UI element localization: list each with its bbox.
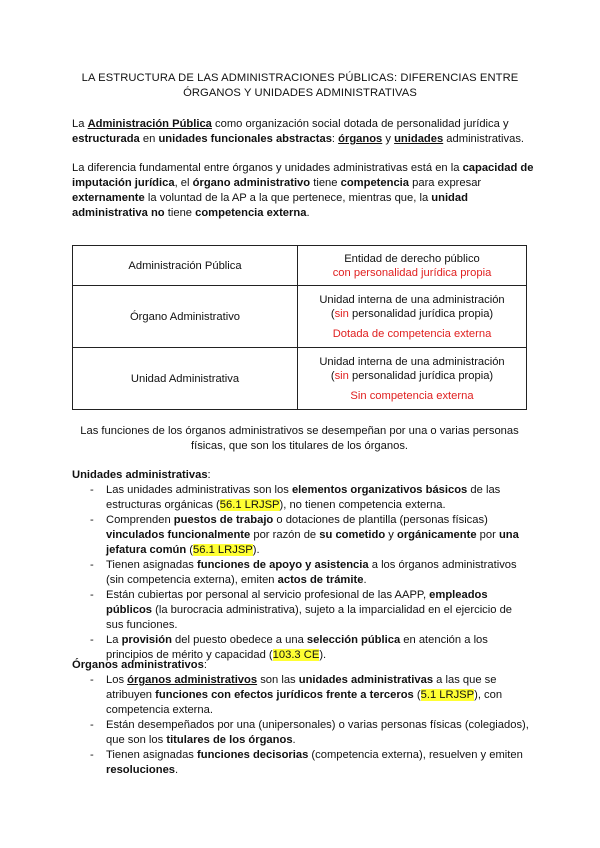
text: por — [476, 529, 499, 541]
text: (competencia externa), resuelven y emiten — [308, 749, 523, 761]
term-unidades: unidades — [394, 133, 444, 145]
text: administrativas. — [443, 133, 525, 145]
bold-text: su cometido — [319, 529, 386, 541]
term-estructurada: estructurada — [72, 133, 140, 145]
title-line-1: LA ESTRUCTURA DE LAS ADMINISTRACIONES PÚBLICAS: DIFERENCIAS ENTRE — [81, 72, 519, 84]
text: la voluntad de la AP a la que pertenece, mientras que, la — [144, 192, 432, 204]
text: y — [385, 529, 397, 541]
bold-text: funciones decisorias — [197, 749, 309, 761]
table-cell: Administración Pública — [73, 246, 298, 286]
bold-text: empleados públicos — [106, 589, 488, 616]
list-item — [72, 483, 532, 513]
list-item — [72, 558, 532, 588]
term-administracion-publica: Administración Pública — [87, 118, 212, 130]
bold-text: titulares de los órganos — [166, 734, 293, 746]
bold-text: una jefatura común — [106, 529, 519, 556]
highlight-reference: 103.3 CE — [272, 649, 320, 661]
text: ). — [252, 544, 260, 556]
bold-text: selección pública — [306, 634, 401, 646]
term-no: no — [150, 207, 165, 219]
term-externamente: externamente — [72, 192, 145, 204]
bold-text: elementos organizativos básicos — [291, 484, 468, 496]
list-item — [72, 748, 532, 778]
intro-paragraph — [72, 117, 534, 147]
text: o dotaciones de plantilla (personas físicas) — [273, 514, 488, 526]
text: tiene — [310, 177, 341, 189]
highlight-reference: 5.1 LRJSP — [420, 689, 475, 701]
text: : — [331, 133, 339, 145]
text: ( — [413, 689, 421, 701]
text: Los — [106, 674, 128, 686]
cell-line-red: con personalidad jurídica propia — [332, 266, 492, 279]
text: . — [306, 207, 310, 219]
dash-bullet: - — [90, 634, 94, 646]
term-competencia-externa: competencia externa — [195, 207, 307, 219]
cell-line: Entidad de derecho público — [344, 252, 480, 265]
heading-text: Órganos administrativos — [72, 659, 204, 671]
bold-text: resoluciones — [106, 764, 176, 776]
text: ). — [319, 649, 327, 661]
text: Tienen asignadas — [106, 559, 198, 571]
bold-underlined-text: órganos administrativos — [127, 674, 258, 686]
text: por razón de — [250, 529, 320, 541]
cell-line: Unidad interna de una administración — [319, 355, 505, 368]
list-item — [72, 513, 532, 558]
text: , el — [174, 177, 193, 189]
table-cell: Unidad Administrativa — [73, 348, 298, 410]
text-red: sin — [334, 369, 349, 382]
text: Tienen asignadas — [106, 749, 198, 761]
title-line-2: ÓRGANOS Y UNIDADES ADMINISTRATIVAS — [183, 87, 417, 99]
text: en atención a los principios de mérito y capacidad ( — [106, 634, 488, 661]
unidades-list — [72, 483, 532, 663]
dash-bullet: - — [90, 749, 94, 761]
text: : — [203, 659, 207, 671]
term-organos: órganos — [338, 133, 383, 145]
dash-bullet: - — [90, 589, 94, 601]
text: a los órganos administrativos (sin competencia externa), emiten — [106, 559, 517, 586]
difference-paragraph — [72, 161, 534, 221]
table-row — [73, 246, 527, 286]
unidades-heading — [72, 468, 211, 483]
bold-text: puestos de trabajo — [173, 514, 274, 526]
table-row — [73, 286, 527, 348]
dash-bullet: - — [90, 514, 94, 526]
comparison-table — [72, 245, 527, 410]
text: son las — [257, 674, 299, 686]
term-competencia: competencia — [340, 177, 410, 189]
text: ( — [330, 369, 335, 382]
text: (la burocracia administrativa), sujeto a la imparcialidad en el ejercicio de sus funciones. — [106, 604, 513, 631]
bold-text: unidades administrativas — [298, 674, 434, 686]
text: Comprenden — [106, 514, 174, 526]
text: ), con competencia externa. — [106, 689, 503, 716]
bold-text: vinculados funcionalmente — [106, 529, 251, 541]
text: tiene — [164, 207, 196, 219]
dash-bullet: - — [90, 719, 94, 731]
text: para expresar — [409, 177, 482, 189]
text: como organización social dotada de personalidad jurídica y — [211, 118, 509, 130]
table-cell — [298, 286, 527, 348]
text: a las que se atribuyen — [106, 674, 497, 701]
dash-bullet: - — [90, 559, 94, 571]
text: . — [292, 734, 296, 746]
text-red: sin — [334, 307, 349, 320]
bold-text: provisión — [121, 634, 172, 646]
functions-note: Las funciones de los órganos administrativos se desempeñan por una o varias personas físicas, que son los titulares de los órganos. — [80, 425, 519, 452]
text: y — [382, 133, 395, 145]
highlight-reference: 56.1 LRJSP — [219, 499, 280, 511]
text: ( — [330, 307, 335, 320]
bold-text: funciones de apoyo y asistencia — [197, 559, 369, 571]
text: La diferencia fundamental entre órganos y unidades administrativas está en la — [72, 162, 463, 174]
list-item — [72, 673, 532, 718]
cell-line: Unidad interna de una administración — [319, 293, 505, 306]
list-item — [72, 588, 532, 633]
dash-bullet: - — [90, 484, 94, 496]
bold-text: funciones con efectos jurídicos frente a terceros — [155, 689, 414, 701]
text: La — [106, 634, 122, 646]
term-organo-administrativo: órgano administrativo — [192, 177, 311, 189]
text: Las unidades administrativas son los — [106, 484, 292, 496]
cell-line-red: Sin competencia externa — [350, 389, 474, 402]
bold-text: actos de trámite — [277, 574, 364, 586]
cell-line — [304, 369, 520, 383]
text: : — [207, 469, 211, 481]
text: ), no tienen competencia externa. — [279, 499, 446, 511]
table-cell — [298, 246, 527, 286]
dash-bullet: - — [90, 674, 94, 686]
highlight-reference: 56.1 LRJSP — [193, 544, 253, 556]
term-unidades-funcionales: unidades funcionales abstractas — [158, 133, 332, 145]
term-unidad-administrativa: unidad administrativa — [72, 192, 468, 219]
cell-line — [304, 307, 520, 321]
table-cell: Órgano Administrativo — [73, 286, 298, 348]
text: . — [175, 764, 179, 776]
list-item — [72, 718, 532, 748]
text: . — [363, 574, 367, 586]
organos-list — [72, 673, 532, 778]
organos-heading — [72, 658, 207, 673]
cell-line-red: Dotada de competencia externa — [332, 327, 492, 340]
text: ( — [186, 544, 194, 556]
bold-text: orgánicamente — [396, 529, 477, 541]
table-cell — [298, 348, 527, 410]
text: de las estructuras orgánicas ( — [106, 484, 501, 511]
term-capacidad: capacidad de imputación jurídica — [72, 162, 534, 189]
text: en — [139, 133, 159, 145]
text: Están cubiertas por personal al servicio profesional de las AAPP, — [106, 589, 430, 601]
text: del puesto obedece a una — [171, 634, 307, 646]
text: personalidad jurídica propia) — [348, 369, 494, 382]
heading-text: Unidades administrativas — [72, 469, 208, 481]
text: Están desempeñados por una (unipersonales) o varias personas físicas (colegiados), que son los — [106, 719, 529, 746]
table-row — [73, 348, 527, 410]
text: La — [72, 118, 88, 130]
document-title — [60, 71, 540, 101]
text: personalidad jurídica propia) — [348, 307, 494, 320]
